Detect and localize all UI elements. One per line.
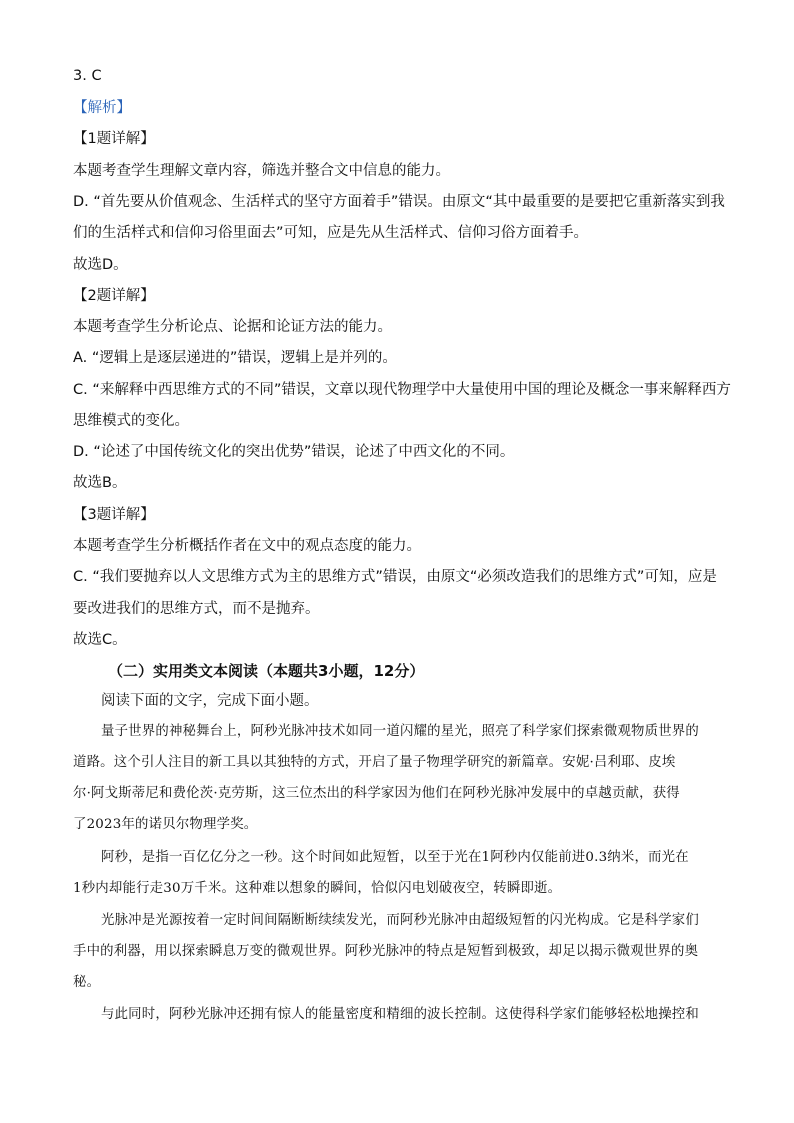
passage-p1-line4: 了2023年的诺贝尔物理学奖。 bbox=[73, 817, 258, 832]
answer-3: 3. C bbox=[73, 68, 102, 84]
passage-p2-line2: 1秒内却能行走30万千米。这种难以想象的瞬间，恰似闪电划破夜空，转瞬即逝。 bbox=[73, 881, 562, 896]
q1-text-1: 本题考查学生理解文章内容，筛选并整合文中信息的能力。 bbox=[73, 163, 450, 179]
q2-text-3: C. “来解释中西思维方式的不同”错误，文章以现代物理学中大量使用中国的理论及概念一事来解释西方 bbox=[73, 382, 731, 398]
q3-text-1: 本题考查学生分析概括作者在文中的观点态度的能力。 bbox=[73, 538, 421, 554]
q3-conclusion: 故选C。 bbox=[73, 632, 127, 648]
passage-p1-line2: 道路。这个引人注目的新工具以其独特的方式，开启了量子物理学研究的新篇章。安妮·吕利耶、皮埃 bbox=[73, 755, 676, 770]
q1-conclusion: 故选D。 bbox=[73, 257, 128, 273]
q3-text-3: 要改进我们的思维方式，而不是抛弃。 bbox=[73, 601, 320, 617]
q2-text-4: 思维模式的变化。 bbox=[73, 413, 189, 429]
q2-text-1: 本题考查学生分析论点、论据和论证方法的能力。 bbox=[73, 319, 392, 335]
passage-p4-line1: 与此同时，阿秒光脉冲还拥有惊人的能量密度和精细的波长控制。这使得科学家们能够轻松地操控和 bbox=[101, 1007, 699, 1022]
passage-p1-line3: 尔·阿戈斯蒂尼和费伦茨·克劳斯，这三位杰出的科学家因为他们在阿秒光脉冲发展中的卓越贡献，获得 bbox=[73, 786, 680, 801]
q3-text-2: C. “我们要抛弃以人文思维方式为主的思维方式”错误，由原文“必须改造我们的思维方式”可知，应是 bbox=[73, 569, 717, 585]
section-instruction: 阅读下面的文字，完成下面小题。 bbox=[101, 693, 319, 709]
section-title: （二）实用类文本阅读（本题共3小题，12分） bbox=[108, 662, 425, 680]
q1-header: 【1题详解】 bbox=[73, 131, 155, 147]
passage-p1-line1: 量子世界的神秘舞台上，阿秒光脉冲技术如同一道闪耀的星光，照亮了科学家们探索微观物质世界的 bbox=[101, 724, 699, 739]
q2-conclusion: 故选B。 bbox=[73, 475, 127, 491]
q1-text-3: 们的生活样式和信仰习俗里面去”可知，应是先从生活样式、信仰习俗方面着手。 bbox=[73, 225, 589, 241]
q2-text-2: A. “逻辑上是逐层递进的”错误，逻辑上是并列的。 bbox=[73, 350, 397, 366]
passage-p3-line1: 光脉冲是光源按着一定时间间隔断断续续发光，而阿秒光脉冲由超级短暂的闪光构成。它是科学家们 bbox=[101, 913, 699, 928]
passage-p2-line1: 阿秒，是指一百亿亿分之一秒。这个时间如此短暂，以至于光在1阿秒内仅能前进0.3纳米，而光在 bbox=[101, 850, 689, 865]
q2-header: 【2题详解】 bbox=[73, 288, 155, 304]
analysis-label: 【解析】 bbox=[73, 100, 131, 116]
passage-p3-line3: 秘。 bbox=[73, 975, 101, 990]
passage-p3-line2: 手中的利器，用以探索瞬息万变的微观世界。阿秒光脉冲的特点是短暂到极致，却足以揭示微观世界的奥 bbox=[73, 944, 699, 959]
q1-text-2: D. “首先要从价值观念、生活样式的坚守方面着手”错误。由原文“其中最重要的是要把它重新落实到我 bbox=[73, 194, 725, 210]
q2-text-5: D. “论述了中国传统文化的突出优势”错误，论述了中西文化的不同。 bbox=[73, 444, 515, 460]
q3-header: 【3题详解】 bbox=[73, 507, 155, 523]
